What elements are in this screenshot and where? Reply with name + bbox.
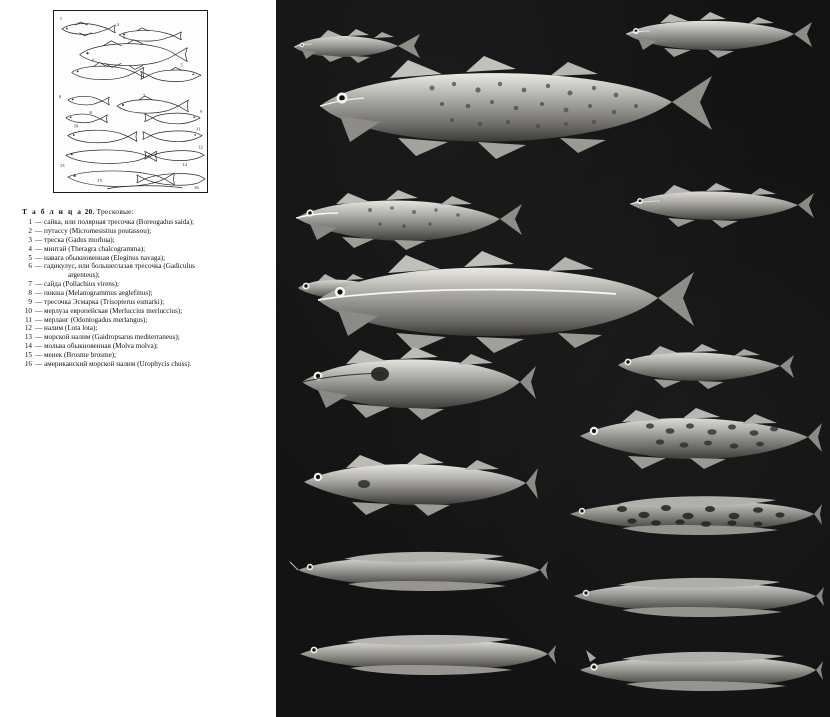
entry-number: 4: [28, 244, 32, 253]
fish-illustration-8-melanogrammus-aeglefinus: [288, 340, 538, 424]
entry-number: 13: [24, 333, 32, 342]
fish-illustration-16-urophycis-chuss: [568, 636, 824, 700]
svg-text:12: 12: [198, 144, 203, 150]
entry-number: 16: [24, 359, 32, 368]
entry-text: менек (Brosme brosme);: [43, 351, 117, 360]
entry-text: гадикулус, или большеглазая тресочка (Gadiculus: [43, 262, 195, 271]
list-item: 4 — минтай (Theragra chalcogramma);: [22, 245, 268, 254]
list-item: 5 — навага обыкновенная (Eleginus navaga);: [22, 254, 268, 263]
fish-illustration-plate: [276, 0, 830, 717]
list-item: 13 — морской налим (Gaidropsarus mediterraneus);: [22, 333, 268, 342]
fish-illustration-10-merluccius-merluccius: [566, 400, 824, 472]
list-item: 11 — мерланг (Odontogadus merlangus);: [22, 316, 268, 325]
table-number: 20.: [84, 207, 95, 216]
entry-text: налим (Lota lota);: [43, 324, 98, 333]
svg-text:1: 1: [59, 16, 63, 22]
list-item: 8 — пикша (Melanogrammus aeglefinus);: [22, 289, 268, 298]
list-item: 12 — налим (Lota lota);: [22, 324, 268, 333]
entry-number: 12: [24, 324, 32, 333]
fish-illustration-3-gadus-morhua: [302, 48, 722, 166]
svg-text:14: 14: [182, 162, 187, 168]
left-column: [0, 0, 276, 717]
list-item: 1 — сайка, или полярная тресочка (Boreogadus saida);: [22, 218, 268, 227]
svg-text:5: 5: [180, 62, 183, 68]
svg-text:8: 8: [89, 109, 92, 115]
list-item: 7 — сайда (Pollachius virens);: [22, 280, 268, 289]
entry-number: 1: [28, 218, 32, 226]
entry-text: сайка, или полярная тресочка (Boreogadus saida);: [43, 218, 194, 226]
list-item: 15 — менек (Brosme brosme);: [22, 351, 268, 360]
fish-illustration-11-odontogadus-merlangus: [290, 444, 538, 518]
list-item: 10 — мерлуза европейская (Merluccius merluccius);: [22, 307, 268, 316]
key-diagram-svg: [54, 11, 207, 192]
key-diagram-box: [53, 10, 208, 193]
fish-illustration-9-trisopterus-esmarki: [606, 338, 796, 394]
list-item: 2 — путассу (Micromesistius poutassou);: [22, 227, 268, 236]
svg-text:6: 6: [58, 94, 62, 100]
svg-text:7: 7: [142, 93, 146, 99]
svg-text:16: 16: [194, 184, 199, 190]
svg-text:3: 3: [123, 34, 126, 40]
entry-text: треска (Gadus morhua);: [43, 235, 115, 244]
entry-text: американский морской налим (Urophycis chuss).: [43, 359, 192, 368]
entry-number: 9: [28, 297, 32, 306]
svg-text:2: 2: [117, 21, 120, 27]
fish-illustration-14-molva-molva: [564, 564, 826, 626]
entry-text: пикша (Melanogrammus aeglefinus);: [43, 288, 153, 297]
entry-text: мерланг (Odontogadus merlangus);: [43, 315, 148, 324]
entry-text-continued: argenteus);: [68, 271, 100, 280]
entry-number: 8: [28, 288, 32, 297]
family-name: Тресковые:: [96, 207, 134, 216]
list-item: 16 — американский морской налим (Urophycis chuss).: [22, 360, 268, 369]
fish-illustration-15-brosme-brosme: [290, 620, 558, 686]
entry-number: 3: [28, 235, 32, 244]
entry-text: мольва обыкновенная (Molva molva);: [43, 342, 159, 351]
entry-number: 10: [24, 306, 32, 315]
entry-text: морской налим (Gaidropsarus mediterraneus);: [43, 333, 180, 342]
svg-text:10: 10: [73, 123, 79, 129]
svg-text:13: 13: [59, 163, 65, 169]
entry-text: сайда (Pollachius virens);: [43, 279, 120, 288]
entry-number: 14: [24, 342, 32, 351]
entry-text: тресочка Эсмарка (Trisopterus esmarki);: [43, 297, 165, 306]
caption-title: [22, 207, 268, 216]
svg-text:4: 4: [91, 57, 94, 63]
svg-text:9: 9: [200, 108, 203, 114]
entry-number: 11: [25, 315, 32, 324]
entry-number: 6: [28, 262, 32, 271]
entry-text: минтай (Theragra chalcogramma);: [43, 244, 146, 253]
entry-text: путассу (Micromesistius poutassou);: [43, 226, 152, 235]
fish-illustration-12-lota-lota: [558, 482, 824, 544]
entry-number: 5: [28, 253, 32, 262]
caption-entry-list: [22, 218, 268, 369]
plate-caption: [22, 207, 268, 369]
fish-illustration-13-gaidropsarus-mediterraneus: [288, 538, 550, 600]
entry-number: 15: [24, 351, 32, 360]
list-item: 9 — тресочка Эсмарка (Trisopterus esmarki);: [22, 298, 268, 307]
svg-text:11: 11: [196, 126, 201, 132]
table-label: Т а б л и ц а: [22, 207, 83, 216]
list-item: 3 — треска (Gadus morhua);: [22, 236, 268, 245]
entry-number: 7: [28, 279, 32, 288]
entry-text: мерлуза европейская (Merluccius merluccius);: [43, 306, 183, 315]
fish-illustration-4-theragra-chalcogramma: [616, 176, 816, 234]
key-number-labels: [59, 16, 203, 190]
list-item: 14 — мольва обыкновенная (Molva molva);: [22, 342, 268, 351]
entry-text: навага обыкновенная (Eleginus navaga);: [43, 253, 166, 262]
svg-text:15: 15: [97, 177, 102, 183]
list-item: 6 — гадикулус, или большеглазая тресочка (Gadiculus argenteus);: [22, 262, 268, 279]
entry-number: 2: [28, 226, 32, 235]
